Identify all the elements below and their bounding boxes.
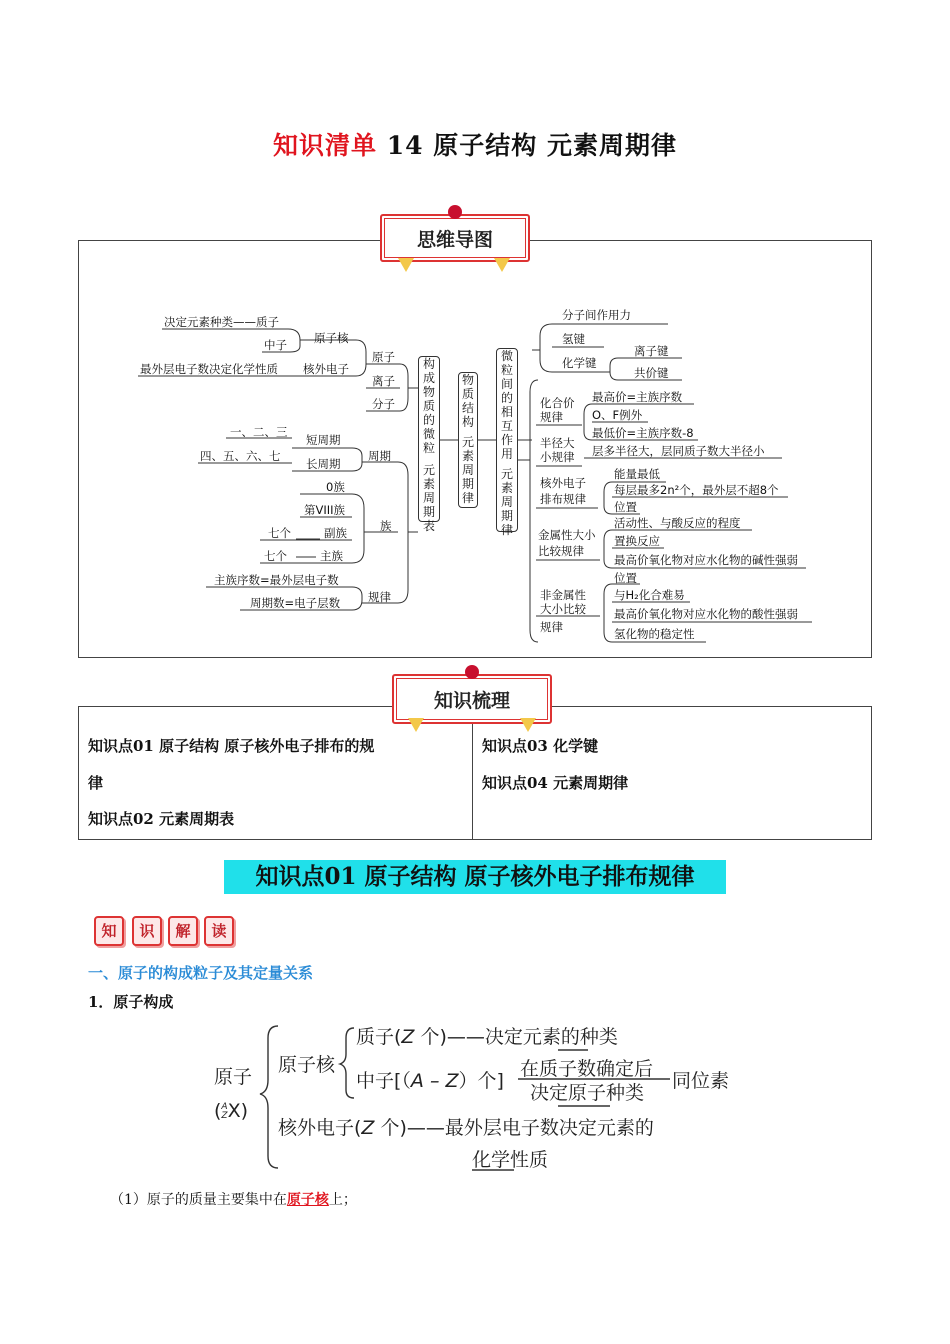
toc-kp01-cont[interactable]: 律	[88, 774, 104, 792]
mm-main-group: 主族	[320, 549, 343, 563]
formula-nucleus: 原子核	[278, 1054, 336, 1076]
mm-period-rule: 周期数=电子层数	[250, 596, 341, 610]
mm-outer-electron-node: 核外电子	[303, 362, 349, 376]
mm-hydride: 氢化物的稳定性	[614, 627, 695, 641]
mm-position2: 位置	[614, 571, 637, 585]
toc-kp02[interactable]: 知识点02 元素周期表	[88, 810, 235, 828]
mm-seven-sub: 七个	[268, 526, 291, 540]
mm-position1: 位置	[614, 500, 637, 514]
mm-short-period: 短周期	[306, 433, 341, 447]
section-heading: 一、原子的构成粒子及其定量关系	[88, 964, 314, 982]
mm-group: 族	[380, 519, 392, 533]
mm-outer-electron: 最外层电子数决定化学性质	[140, 362, 278, 376]
mm-main-rule: 主族序数=最外层电子数	[214, 573, 339, 587]
mm-valence: 化合价	[540, 396, 575, 410]
note-1	[110, 1190, 357, 1210]
mm-valence-rule: 规律	[540, 410, 563, 424]
mm-intermolecular: 分子间作用力	[562, 308, 631, 322]
mm-group0: 0族	[326, 480, 345, 494]
mm-activity: 活动性、与酸反应的程度	[614, 516, 741, 530]
badge-jie: 解	[168, 916, 198, 946]
nuclide-indices: A Z	[221, 1101, 228, 1121]
mm-neutron: 中子	[264, 338, 287, 352]
mm-period-4567: 四、五、六、七	[200, 449, 281, 463]
note-1-pre: （1）原子的质量主要集中在	[110, 1192, 287, 1208]
mm-max-electrons: 每层最多2n²个，最外层不超8个	[614, 483, 779, 497]
mm-box-interaction: 微 粒 间 的 相 互 作 用 元 素 周 期 律	[496, 348, 518, 532]
kp01-heading: 知识点01 原子结构 原子核外电子排布规律	[224, 860, 726, 894]
title-red: 知识清单	[273, 131, 378, 160]
mm-of-exception: O、F例外	[592, 408, 643, 422]
mm-metal-rule: 比较规律	[538, 544, 584, 558]
mm-nonmetal-compare: 大小比较	[540, 602, 586, 616]
pin-icon	[465, 665, 479, 679]
badge-zhi: 知	[94, 916, 124, 946]
note-1-key: 原子核	[286, 1192, 329, 1208]
mm-ion: 离子	[372, 374, 395, 388]
ribbon-icon	[520, 718, 536, 732]
mm-radius-rule: 小规律	[540, 450, 575, 464]
mm-molecule: 分子	[372, 397, 395, 411]
formula-atom-symbol: ( A Z X)	[214, 1100, 249, 1122]
mm-sub-group: 副族	[324, 526, 347, 540]
mm-dashes	[294, 532, 322, 562]
note-1-post: 上；	[328, 1192, 357, 1208]
toc-kp01[interactable]: 知识点01 原子结构 原子核外电子排布的规	[88, 737, 375, 755]
mm-box-structure: 物 质 结 构 元 素 周 期 律	[458, 372, 478, 508]
formula-atom: 原子	[214, 1066, 253, 1088]
mm-metal: 金属性大小	[538, 528, 596, 542]
atom-symbol-x: X)	[227, 1100, 249, 1122]
mm-lowest-energy: 能量最低	[614, 467, 660, 481]
formula-proton: 质子(Z 个)——决定元素的种类	[356, 1026, 618, 1048]
toc-kp03[interactable]: 知识点03 化学键	[482, 737, 599, 755]
knowledge-banner	[392, 674, 552, 724]
mm-radius: 半径大	[540, 436, 575, 450]
mm-box-particles: 构 成 物 质 的 微 粒 元 素 周 期 表	[418, 356, 440, 522]
mm-nonmetal: 非金属性	[540, 588, 586, 602]
mm-ionic-bond: 离子键	[634, 344, 669, 358]
mm-seven-main: 七个	[264, 549, 287, 563]
formula-isotope: 同位素	[672, 1070, 730, 1092]
mm-rule: 规律	[368, 590, 391, 604]
mm-period: 周期	[368, 449, 391, 463]
formula-electron: 核外电子(Z 个)——最外层电子数决定元素的	[278, 1117, 654, 1139]
formula-fraction-bottom: 决定原子种类	[530, 1082, 645, 1104]
mm-h2-combine: 与H₂化合难易	[614, 588, 685, 602]
mm-decide-element: 决定元素种类——质子	[164, 315, 279, 329]
ribbon-icon	[408, 718, 424, 732]
knowledge-banner-label: 知识梳理	[396, 678, 548, 720]
mm-long-period: 长周期	[306, 457, 341, 471]
mm-period-123: 一、二、三	[230, 425, 288, 439]
mm-config-rule: 排布规律	[540, 492, 586, 506]
badge-du: 读	[204, 916, 234, 946]
mm-covalent-bond: 共价键	[634, 366, 669, 380]
formula-fraction-top: 在质子数确定后	[520, 1058, 654, 1080]
mm-nonmetal-rule: 规律	[540, 620, 563, 634]
title-rest: 14 原子结构 元素周期律	[386, 131, 677, 160]
formula-chem-property: 化学性质	[472, 1149, 549, 1171]
mm-config: 核外电子	[540, 476, 586, 490]
toc-divider	[472, 706, 473, 840]
mm-hbond: 氢键	[562, 332, 585, 346]
mm-nucleus: 原子核	[314, 331, 349, 345]
subsection-heading: 1．原子构成	[88, 993, 174, 1011]
mm-acidity: 最高价氧化物对应水化物的酸性强弱	[614, 607, 798, 621]
mindmap-banner-label: 思维导图	[384, 218, 526, 258]
mm-chem-bond: 化学键	[562, 356, 597, 370]
mm-basicity: 最高价氧化物对应水化物的碱性强弱	[614, 553, 798, 567]
mm-group8: 第VIII族	[304, 503, 346, 517]
formula-neutron: 中子[（A – Z）个]	[356, 1070, 504, 1092]
toc-kp04[interactable]: 知识点04 元素周期律	[482, 774, 629, 792]
mm-min-valence: 最低价=主族序数-8	[592, 426, 694, 440]
mm-max-valence: 最高价=主族序数	[592, 390, 683, 404]
mm-displacement: 置换反应	[614, 534, 660, 548]
mm-atom: 原子	[372, 350, 395, 364]
mm-radius-detail: 层多半径大，层同质子数大半径小	[592, 444, 765, 458]
badge-shi: 识	[132, 916, 162, 946]
